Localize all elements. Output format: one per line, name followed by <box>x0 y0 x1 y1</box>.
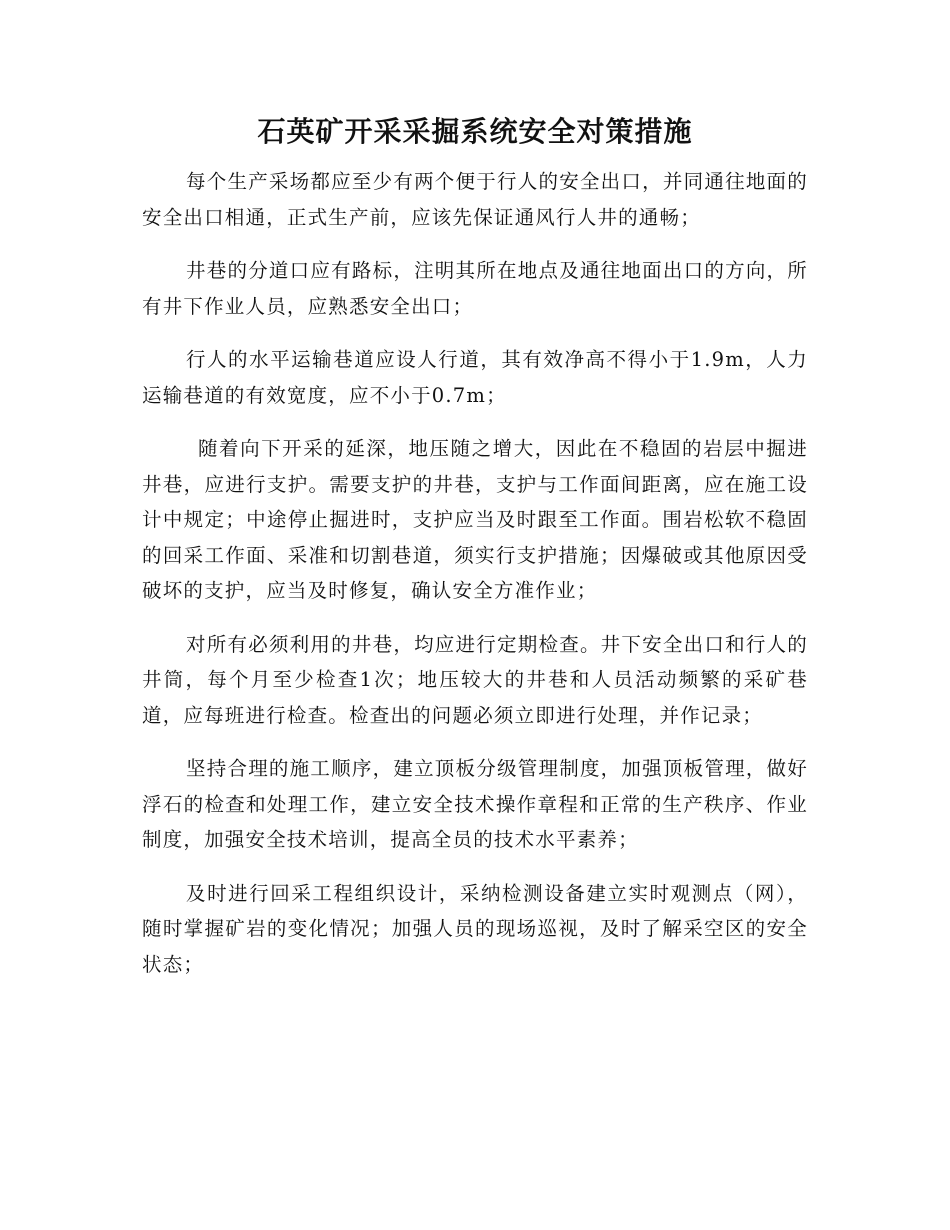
document-body <box>142 164 808 1000</box>
paragraph-inspection: 对所有必须利用的井巷，均应进行定期检查。井下安全出口和行人的井筒，每个月至少检查1次；地压较大的井巷和人员活动频繁的采矿巷道，应每班进行检查。检查出的问题必须立即进行处理，并作记录； <box>142 632 808 727</box>
paragraph-signage: 井巷的分道口应有路标，注明其所在地点及通往地面出口的方向，所有井下作业人员，应熟悉安全出口； <box>142 259 808 318</box>
paragraph-safety-exits: 每个生产采场都应至少有两个便于行人的安全出口，并同通往地面的安全出口相通，正式生产前，应该先保证通风行人井的通畅； <box>142 170 808 229</box>
paragraph-monitoring: 及时进行回采工程组织设计，采纳检测设备建立实时观测点（网），随时掌握矿岩的变化情况；加强人员的现场巡视，及时了解采空区的安全状态； <box>142 881 808 976</box>
paragraph-roof-management: 坚持合理的施工顺序，建立顶板分级管理制度，加强顶板管理，做好浮石的检查和处理工作，建立安全技术操作章程和正常的生产秩序、作业制度，加强安全技术培训，提高全员的技术水平素养； <box>142 757 808 851</box>
document-title: 石英矿开采采掘系统安全对策措施 <box>257 115 693 148</box>
paragraph-support: 随着向下开采的延深，地压随之增大，因此在不稳固的岩层中掘进井巷，应进行支护。需要支护的井巷，支护与工作面间距离，应在施工设计中规定；中途停止掘进时，支护应当及时跟至工作面。围岩松软不稳固的回采工作面、采准和切割巷道，须实行支护措施；因爆破或其他原因受破坏的支护，应当及时修复，确认安全方准作业； <box>142 437 808 602</box>
paragraph-walkway: 行人的水平运输巷道应设人行道，其有效净高不得小于1.9m，人力运输巷道的有效宽度，应不小于0.7m； <box>142 348 808 407</box>
